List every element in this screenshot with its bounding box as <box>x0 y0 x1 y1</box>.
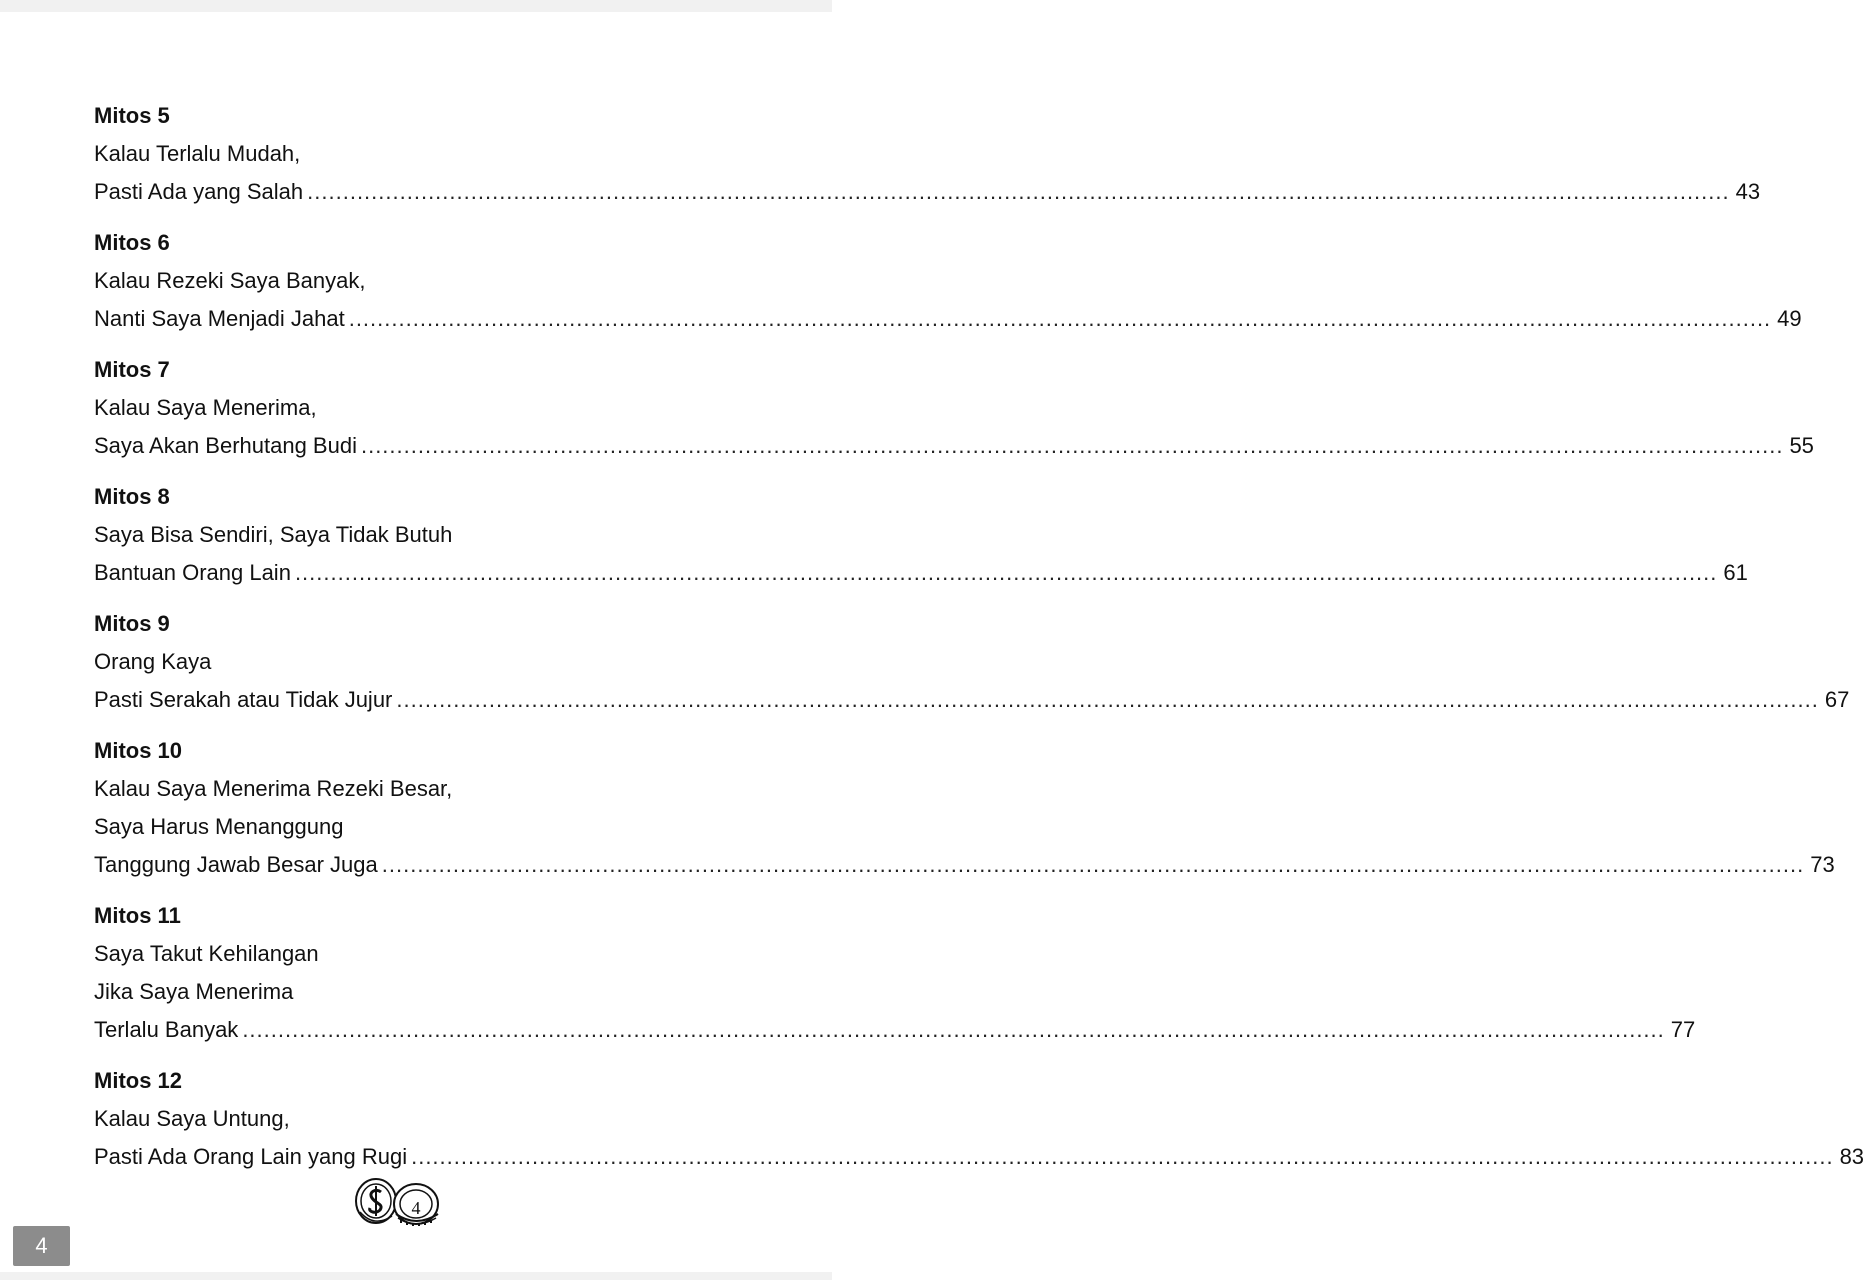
toc-entry-title-line: Kalau Saya Menerima Rezeki Besar, <box>94 776 453 801</box>
toc-entry-title-line: Terlalu Banyak <box>94 1017 239 1042</box>
dot-leader: ........................................................................................................................................................................................................ <box>381 852 1805 877</box>
page-number: 4 <box>411 1198 421 1218</box>
toc-entry-title-line: Kalau Rezeki Saya Banyak, <box>94 268 366 293</box>
toc-entry-title-line: Jika Saya Menerima <box>94 979 294 1004</box>
dot-leader: ........................................................................................................................................................................................................ <box>242 1017 1665 1042</box>
toc-page-number: 77 <box>1670 1017 1696 1042</box>
toc-page-number: 55 <box>1789 433 1814 458</box>
toc-page-number: 67 <box>1824 687 1850 712</box>
toc-entry-title-line: Kalau Saya Menerima, <box>94 395 317 420</box>
toc-entry-final-line <box>94 300 1802 338</box>
toc-entry-heading: Mitos 12 <box>94 1068 183 1093</box>
toc-entry[interactable] <box>94 897 1696 1049</box>
toc-entry[interactable] <box>94 1062 1864 1176</box>
toc-entry-heading: Mitos 7 <box>94 357 170 382</box>
top-band <box>0 0 832 12</box>
toc-page-number: 61 <box>1723 560 1748 585</box>
table-of-contents <box>94 97 1864 1176</box>
toc-entry[interactable] <box>94 351 1814 465</box>
dot-leader: ........................................................................................................................................................................................................ <box>360 433 1784 458</box>
toc-entry-title-line: Saya Takut Kehilangan <box>94 941 319 966</box>
dot-leader: ........................................................................................................................................................................................................ <box>348 306 1772 331</box>
toc-entry-title-line: Orang Kaya <box>94 649 212 674</box>
toc-entry-heading: Mitos 5 <box>94 103 170 128</box>
toc-entry-title-line: Saya Bisa Sendiri, Saya Tidak Butuh <box>94 522 453 547</box>
toc-entry-final-line <box>94 681 1850 719</box>
toc-entry-title-line: Bantuan Orang Lain <box>94 560 291 585</box>
toc-entry-title-line: Saya Harus Menanggung <box>94 814 344 839</box>
toc-entry[interactable] <box>94 732 1835 884</box>
toc-entry-heading: Mitos 10 <box>94 738 183 763</box>
viewer-page-indicator[interactable]: 4 <box>13 1226 70 1266</box>
toc-page-number: 43 <box>1735 179 1761 204</box>
dot-leader: ........................................................................................................................................................................................................ <box>411 1144 1834 1169</box>
toc-entry-heading: Mitos 9 <box>94 611 170 636</box>
toc-entry-final-line <box>94 173 1761 211</box>
bottom-band <box>0 1272 832 1280</box>
toc-entry-final-line <box>94 427 1814 465</box>
toc-entry[interactable] <box>94 97 1761 211</box>
toc-page-number: 49 <box>1777 306 1802 331</box>
toc-entry-final-line <box>94 554 1748 592</box>
toc-entry[interactable] <box>94 478 1748 592</box>
toc-entry-title-line: Kalau Terlalu Mudah, <box>94 141 301 166</box>
toc-entry-title-line: Pasti Serakah atau Tidak Jujur <box>94 687 393 712</box>
toc-entry[interactable] <box>94 605 1850 719</box>
toc-entry-title-line: Pasti Ada yang Salah <box>94 179 304 204</box>
toc-page-number: 73 <box>1810 852 1835 877</box>
toc-entry-title-line: Nanti Saya Menjadi Jahat <box>94 306 345 331</box>
dot-leader: ........................................................................................................................................................................................................ <box>307 179 1730 204</box>
toc-entry-title-line: Saya Akan Berhutang Budi <box>94 433 357 458</box>
toc-entry-title-line: Pasti Ada Orang Lain yang Rugi <box>94 1144 408 1169</box>
dot-leader: ........................................................................................................................................................................................................ <box>294 560 1718 585</box>
toc-entry-heading: Mitos 8 <box>94 484 170 509</box>
toc-entry-final-line <box>94 846 1835 884</box>
dot-leader: ........................................................................................................................................................................................................ <box>396 687 1819 712</box>
toc-entry-final-line <box>94 1138 1864 1176</box>
toc-page-number: 83 <box>1839 1144 1864 1169</box>
toc-entry-final-line <box>94 1011 1696 1049</box>
toc-entry-title-line: Tanggung Jawab Besar Juga <box>94 852 378 877</box>
toc-entry-heading: Mitos 11 <box>94 903 181 928</box>
toc-entry-title-line: Kalau Saya Untung, <box>94 1106 290 1131</box>
toc-entry-heading: Mitos 6 <box>94 230 170 255</box>
toc-entry[interactable] <box>94 224 1802 338</box>
